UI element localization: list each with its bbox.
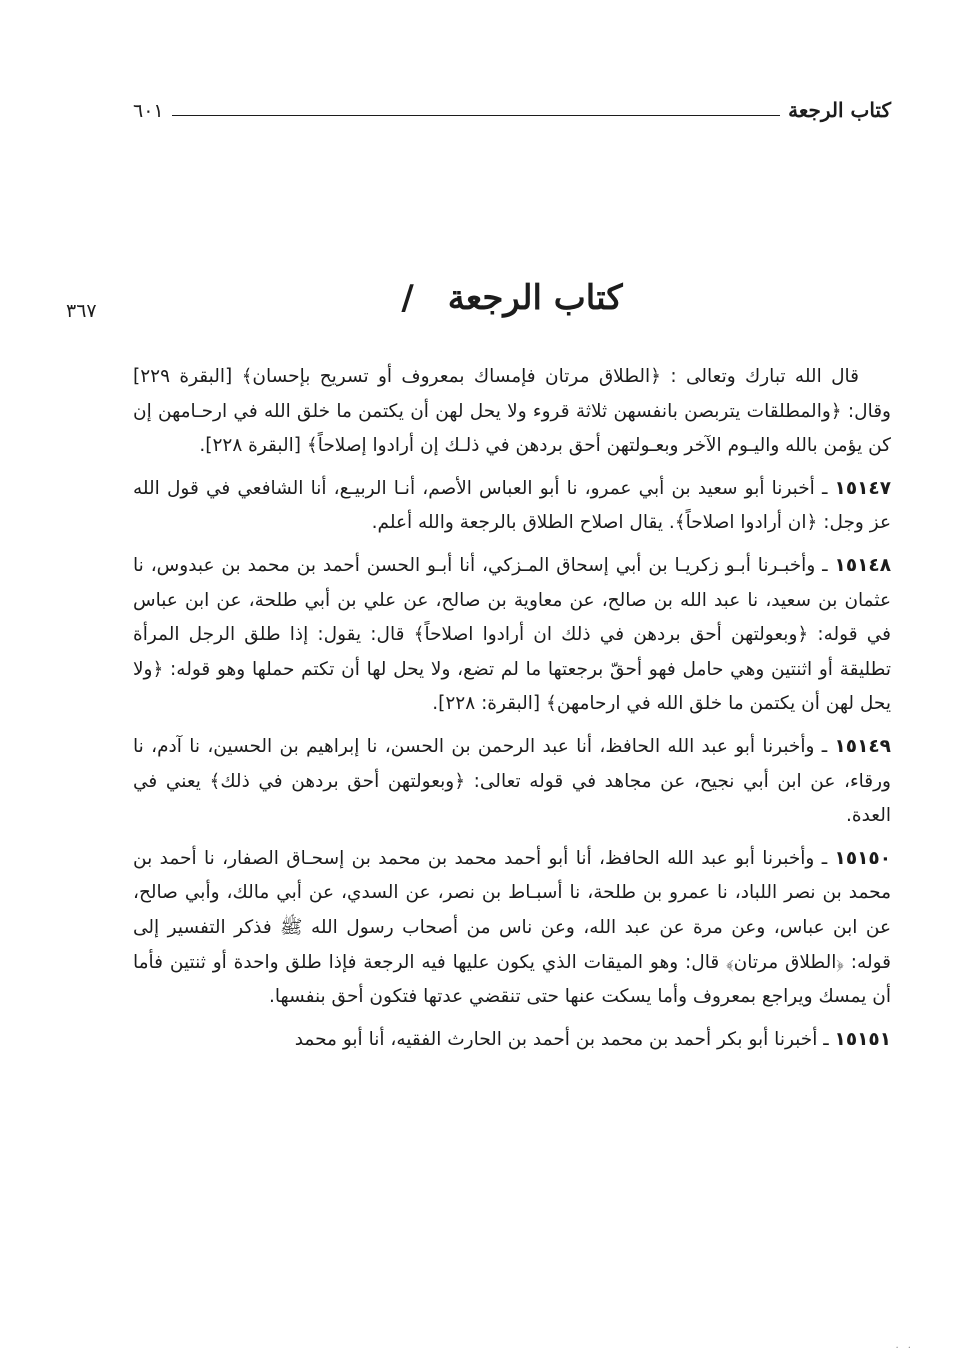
hadith-paragraph	[133, 549, 891, 722]
corner-marks: . .	[895, 1340, 914, 1351]
hadith-paragraph	[133, 472, 891, 541]
chapter-mark: /	[401, 278, 414, 318]
hadith-paragraph	[133, 730, 891, 834]
margin-volume-number: ٣٦٧	[66, 300, 97, 322]
chapter-heading	[133, 278, 891, 318]
paragraph-text: ـ وأخبـرنا أبـو زكريـا بن أبي إسحاق المـزكي، أنا أبـو الحسن أحمد بن محمد بن عبدوس، نا عثمان بن سعيد، نا عبد الله بن صالح، عن معاوية بن صالح، عن علي بن أبي طلحة، عن ابن عباس في قوله: ﴿وبعولتهن أحق بردهن في ذلك ان أرادوا اصلاحاً﴾ قال: يقول: إذا طلق الرجل المرأة تطليقة أو اثنتين وهي حامل فهو أحقّ برجعتها ما لم تضع، ولا يحل لها أن تكتم حملها وهو قوله: ﴿ولا يحل لهن أن يكتمن ما خلق الله في ارحامهن﴾ [البقرة: ٢٢٨].	[133, 554, 891, 715]
intro-paragraph	[133, 360, 891, 464]
header-rule	[172, 115, 781, 116]
hadith-number: ١٥١٥١	[834, 1028, 891, 1050]
main-text	[133, 360, 891, 1065]
paragraph-text: قال الله تبارك وتعالى : ﴿الطلاق مرتان فإمساك بمعروف أو تسريح بإحسان﴾ [البقرة ٢٢٩] وقال: ﴿والمطلقات يتربصن بانفسهن ثلاثة قروء ولا يحل لهن أن يكتمن ما خلق الله في ارحـامهن إن كن يؤمن بالله واليـوم الآخر وبعـولتهن أحق بردهن في ذلـك إن أرادوا إصلاحاً﴾ [البقرة ٢٢٨].	[133, 366, 891, 457]
hadith-number: ١٥١٤٩	[834, 735, 891, 757]
paragraph-text: ـ وأخبرنا أبو عبد الله الحافظ، أنا عبد الرحمن بن الحسن، نا إبراهيم بن الحسين، نا آدم، نا ورقاء، عن ابن أبي نجيح، عن مجاهد في قوله تعالى: ﴿وبعولتهن أحق بردهن في ذلك﴾ يعني في العدة.	[133, 735, 891, 827]
paragraph-text: ـ أخبرنا أبو بكر أحمد بن محمد بن أحمد بن الحارث الفقيه، أنا أبو محمد	[294, 1028, 829, 1050]
hadith-number: ١٥١٤٨	[834, 554, 891, 576]
running-title: كتاب الرجعة	[788, 98, 891, 122]
paragraph-text: ـ أخبرنا أبو سعيد بن أبي عمرو، نا أبو العباس الأصم، أنـا الربيـع، أنا الشافعي في قول الله عز وجل: ﴿ان أرادوا اصلاحاً﴾. يقال اصلاح الطلاق بالرجعة والله أعلم.	[133, 477, 891, 534]
chapter-title: كتاب الرجعة	[447, 278, 623, 318]
hadith-number: ١٥١٥٠	[834, 847, 891, 869]
page-number: ٦٠١	[133, 100, 164, 122]
paragraph-text: ـ وأخبرنا أبو عبد الله الحافظ، أنا أبو أحمد محمد بن محمد بن إسحـاق الصفار، نا أحمد بن محمد بن نصر اللباد، نا عمرو بن طلحة، نا أسبـاط بن نصر، عن السدي، عن أبي مالك، وأبي صالح، عن ابن عباس، وعن مرة عن عبد الله، وعن ناس من أصحاب رسول الله ﷺ فذكر التفسير إلى قوله: ﴿الطلاق مرتان﴾ قال: وهو الميقات الذي يكون عليها فيه الرجعة فإذا طلق واحدة أو ثنتين فأما أن يمسك ويراجع بمعروف وأما يسكت عنها حتى تنقضي عدتها فتكون أحق بنفسها.	[133, 847, 891, 1008]
running-header	[133, 92, 891, 122]
hadith-paragraph	[133, 842, 891, 1015]
hadith-paragraph	[133, 1023, 891, 1058]
hadith-number: ١٥١٤٧	[834, 477, 891, 499]
